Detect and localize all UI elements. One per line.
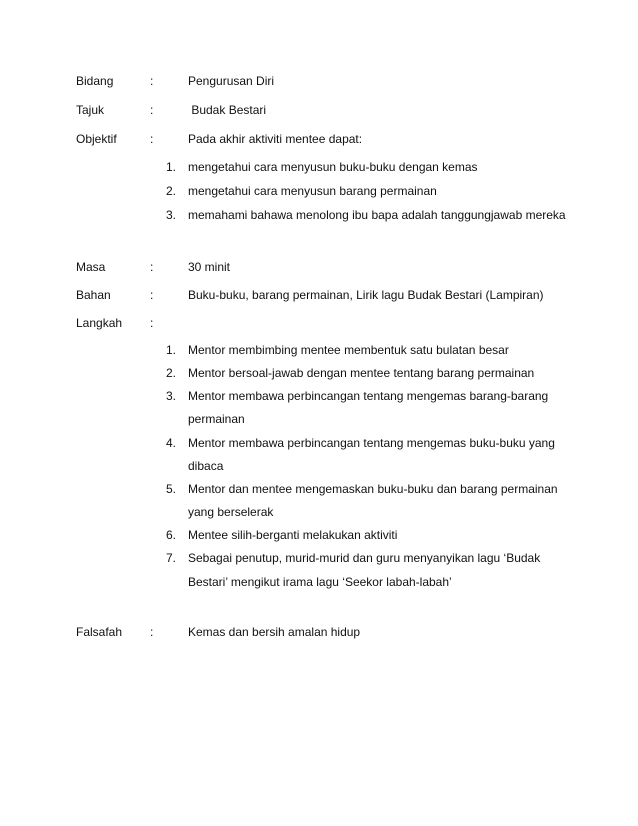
tajuk-value: Budak Bestari bbox=[188, 103, 267, 117]
langkah-item-num: 7. bbox=[166, 551, 177, 565]
objektif-colon: : bbox=[150, 132, 154, 146]
langkah-item-text: Mentee silih-berganti melakukan aktiviti bbox=[188, 528, 398, 542]
bidang-colon: : bbox=[150, 74, 154, 88]
langkah-item-text-continued: permainan bbox=[188, 412, 245, 426]
langkah-item-text-continued: dibaca bbox=[188, 459, 224, 473]
langkah-item-text-continued: yang berselerak bbox=[188, 505, 274, 519]
langkah-item-text: Mentor membawa perbincangan tentang mengemas buku-buku yang bbox=[188, 436, 555, 450]
langkah-item-num: 2. bbox=[166, 366, 177, 380]
objektif-label: Objektif bbox=[76, 132, 117, 146]
falsafah-label: Falsafah bbox=[76, 625, 123, 639]
objektif-value: Pada akhir aktiviti mentee dapat: bbox=[188, 132, 363, 146]
bidang-label: Bidang bbox=[76, 74, 114, 88]
bidang-value: Pengurusan Diri bbox=[188, 74, 275, 88]
langkah-item-num: 6. bbox=[166, 528, 177, 542]
tajuk-label: Tajuk bbox=[76, 103, 105, 117]
bahan-colon: : bbox=[150, 288, 154, 302]
langkah-item-num: 3. bbox=[166, 389, 177, 403]
langkah-item-text-continued: Bestari’ mengikut irama lagu ‘Seekor labah-labah’ bbox=[188, 575, 452, 589]
langkah-item-text: Sebagai penutup, murid-murid dan guru menyanyikan lagu ‘Budak bbox=[188, 551, 541, 565]
tajuk-colon: : bbox=[150, 103, 154, 117]
bahan-label: Bahan bbox=[76, 288, 111, 302]
langkah-item-num: 5. bbox=[166, 482, 177, 496]
langkah-item-text: Mentor bersoal-jawab dengan mentee tentang barang permainan bbox=[188, 366, 535, 380]
masa-label: Masa bbox=[76, 260, 106, 274]
objektif-item-text: memahami bahawa menolong ibu bapa adalah tanggungjawab mereka bbox=[188, 208, 566, 222]
bahan-value: Buku-buku, barang permainan, Lirik lagu Budak Bestari (Lampiran) bbox=[188, 288, 544, 302]
objektif-item-num: 1. bbox=[166, 160, 177, 174]
objektif-item-num: 3. bbox=[166, 208, 177, 222]
falsafah-colon: : bbox=[150, 625, 154, 639]
langkah-item-text: Mentor membawa perbincangan tentang mengemas barang-barang bbox=[188, 389, 549, 403]
objektif-item-num: 2. bbox=[166, 184, 177, 198]
masa-value: 30 minit bbox=[188, 260, 231, 274]
langkah-item-num: 4. bbox=[166, 436, 177, 450]
objektif-item-text: mengetahui cara menyusun buku-buku dengan kemas bbox=[188, 160, 478, 174]
langkah-item-text: Mentor membimbing mentee membentuk satu bulatan besar bbox=[188, 343, 509, 357]
objektif-item-text: mengetahui cara menyusun barang permainan bbox=[188, 184, 437, 198]
langkah-item-text: Mentor dan mentee mengemaskan buku-buku dan barang permainan bbox=[188, 482, 558, 496]
langkah-label: Langkah bbox=[76, 316, 123, 330]
falsafah-value: Kemas dan bersih amalan hidup bbox=[188, 625, 361, 639]
langkah-item-num: 1. bbox=[166, 343, 177, 357]
masa-colon: : bbox=[150, 260, 154, 274]
langkah-colon: : bbox=[150, 316, 154, 330]
